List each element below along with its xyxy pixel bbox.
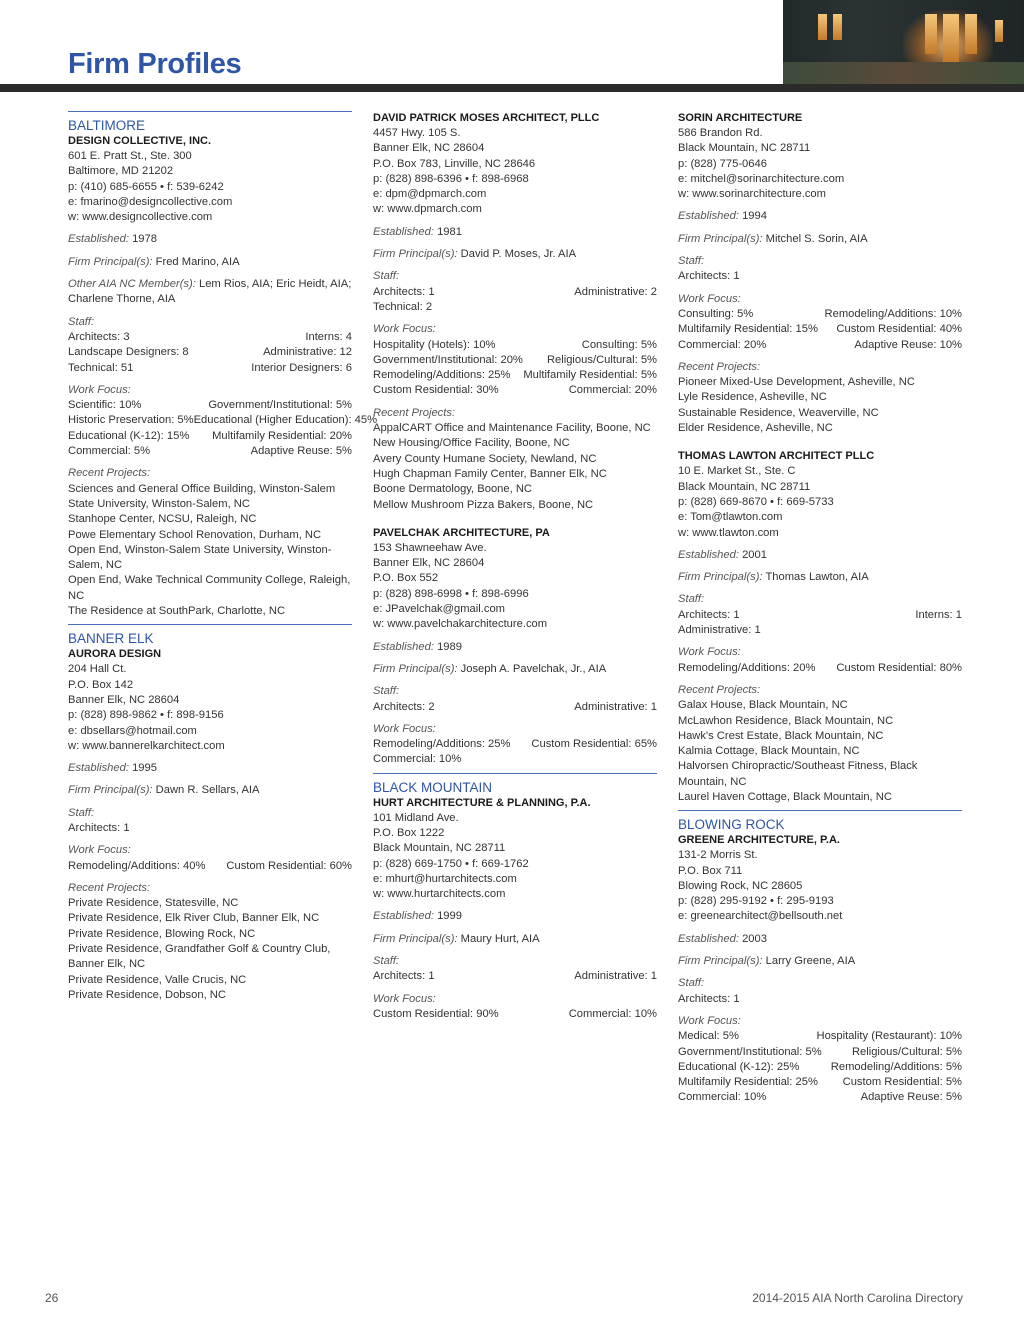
- staff-row: [68, 361, 352, 376]
- principals-label: Firm Principal(s):: [68, 255, 153, 268]
- established: [68, 761, 352, 776]
- staff-row: [678, 608, 962, 623]
- work-focus-row: [373, 737, 657, 752]
- project-item: Private Residence, Grandfather Golf & Country Club, Banner Elk, NC: [68, 943, 331, 971]
- address-line: 586 Brandon Rd.: [678, 127, 763, 139]
- firm-name: HURT ARCHITECTURE & PLANNING, P.A.: [373, 796, 591, 809]
- address-line: p: (828) 295-9192 • f: 295-9193: [678, 895, 834, 908]
- city-divider: [68, 111, 352, 112]
- work-focus-label: Work Focus:: [678, 646, 741, 659]
- project-item: AppalCART Office and Maintenance Facility, Boone, NC: [373, 422, 651, 435]
- project-item: Pioneer Mixed-Use Development, Asheville, NC: [678, 376, 915, 389]
- address-line: e: mhurt@hurtarchitects.com: [373, 872, 517, 885]
- work-focus-label: Work Focus:: [373, 722, 436, 735]
- work-focus-left: Commercial: 10%: [678, 1091, 767, 1104]
- project-item: McLawhon Residence, Black Mountain, NC: [678, 714, 894, 727]
- work-focus-right: Remodeling/Additions: 5%: [830, 1060, 962, 1073]
- firm-profile: [678, 449, 962, 805]
- project-item: Hawk's Crest Estate, Black Mountain, NC: [678, 729, 884, 742]
- address-line: e: JPavelchak@gmail.com: [373, 603, 505, 616]
- established-value: 1981: [437, 225, 462, 238]
- work-focus-row: [373, 383, 657, 398]
- city-divider: [68, 624, 352, 625]
- work-focus-row: [373, 353, 657, 368]
- directory-title: 2014-2015 AIA North Carolina Directory: [752, 1291, 963, 1305]
- work-focus-row: [678, 1075, 962, 1090]
- city-divider: [678, 810, 962, 811]
- work-focus-left: Scientific: 10%: [68, 399, 142, 412]
- work-focus-right: Hospitality (Restaurant): 10%: [816, 1030, 962, 1043]
- page-number: 26: [45, 1291, 59, 1305]
- principals-value: Maury Hurt, AIA: [460, 932, 540, 945]
- city-heading: BLACK MOUNTAIN: [373, 779, 493, 795]
- principals-value: Larry Greene, AIA: [765, 955, 856, 968]
- established-label: Established:: [678, 932, 739, 945]
- project-item: Sustainable Residence, Weaverville, NC: [678, 406, 879, 419]
- address-line: P.O. Box 1222: [373, 826, 445, 839]
- address-line: Black Mountain, NC 28711: [678, 480, 811, 493]
- staff-row: [373, 969, 657, 984]
- address-line: e: fmarino@designcollective.com: [68, 195, 233, 208]
- staff-left: Architects: 2: [373, 700, 435, 713]
- staff-row: [678, 623, 962, 638]
- address-line: P.O. Box 783, Linville, NC 28646: [373, 157, 536, 170]
- firm-name: PAVELCHAK ARCHITECTURE, PA: [373, 526, 550, 539]
- established: [678, 932, 962, 947]
- work-focus-right: Religious/Cultural: 5%: [546, 353, 657, 366]
- work-focus-right: Multifamily Residential: 20%: [212, 429, 352, 442]
- staff-row: [68, 345, 352, 360]
- principals: [373, 662, 657, 677]
- established-value: 1978: [132, 233, 157, 246]
- work-focus-left: Consulting: 5%: [678, 307, 754, 320]
- address-line: p: (410) 685-6655 • f: 539-6242: [68, 180, 224, 193]
- column-3: [678, 111, 962, 1111]
- city-heading: BALTIMORE: [68, 118, 146, 133]
- firm-profile: [373, 526, 657, 768]
- established: [68, 232, 352, 247]
- staff-label: Staff:: [678, 593, 705, 606]
- work-focus-left: Government/Institutional: 20%: [373, 353, 523, 366]
- project-item: Elder Residence, Asheville, NC: [678, 422, 833, 435]
- principals-value: Dawn R. Sellars, AIA: [155, 784, 260, 797]
- firm-name: AURORA DESIGN: [68, 648, 162, 661]
- work-focus-right: Educational (Higher Education): 45%: [193, 414, 378, 427]
- firm-profile: [678, 810, 962, 1105]
- staff-row: [68, 821, 352, 836]
- established-label: Established:: [373, 225, 434, 238]
- work-focus-row: [373, 1007, 657, 1022]
- address-line: e: greenearchitect@bellsouth.net: [678, 910, 843, 923]
- established-label: Established:: [68, 762, 129, 775]
- firm-name: DAVID PATRICK MOSES ARCHITECT, PLLC: [373, 112, 600, 124]
- address-line: p: (828) 898-9862 • f: 898-9156: [68, 709, 224, 722]
- address-line: 4457 Hwy. 105 S.: [373, 127, 461, 139]
- work-focus-left: Historic Preservation: 5%: [68, 414, 194, 427]
- address-line: p: (828) 898-6998 • f: 898-6996: [373, 587, 529, 600]
- work-focus-left: Medical: 5%: [678, 1030, 739, 1043]
- principals: [373, 932, 657, 947]
- work-focus-row: [678, 1060, 962, 1075]
- header-house-photo: [783, 0, 1024, 84]
- address-line: p: (828) 669-1750 • f: 669-1762: [373, 857, 529, 870]
- address-line: Banner Elk, NC 28604: [373, 142, 485, 155]
- work-focus-row: [68, 859, 352, 874]
- staff-right: Interior Designers: 6: [251, 361, 352, 374]
- work-focus-right: Adaptive Reuse: 5%: [250, 445, 352, 458]
- work-focus-row: [373, 338, 657, 353]
- principals: [68, 255, 352, 270]
- established-value: 1999: [437, 910, 462, 923]
- established-value: 2001: [742, 548, 767, 561]
- staff-right: Administrative: 1: [574, 970, 657, 983]
- work-focus-right: Custom Residential: 5%: [842, 1076, 962, 1089]
- recent-projects-label: Recent Projects:: [68, 881, 151, 894]
- firm-profile: [678, 111, 962, 436]
- work-focus-row: [373, 752, 657, 767]
- other-members-value: Lem Rios, AIA; Eric Heidt, AIA; Charlene Thorne, AIA: [68, 278, 352, 306]
- work-focus-label: Work Focus:: [68, 844, 131, 857]
- work-focus-left: Remodeling/Additions: 25%: [373, 738, 511, 751]
- established-label: Established:: [678, 210, 739, 223]
- work-focus-right: Religious/Cultural: 5%: [851, 1045, 962, 1058]
- firm-profile: [373, 773, 657, 1023]
- work-focus-left: Government/Institutional: 5%: [678, 1045, 822, 1058]
- work-focus-left: Hospitality (Hotels): 10%: [373, 338, 496, 351]
- principals-value: David P. Moses, Jr. AIA: [460, 248, 577, 261]
- address-line: p: (828) 669-8670 • f: 669-5733: [678, 495, 834, 508]
- column-2: [373, 111, 657, 1027]
- established: [373, 909, 657, 924]
- work-focus-left: Educational (K-12): 25%: [678, 1060, 800, 1073]
- work-focus-right: Consulting: 5%: [581, 338, 657, 351]
- staff-left: Architects: 1: [678, 992, 740, 1005]
- principals-value: Mitchel S. Sorin, AIA: [765, 232, 868, 245]
- project-item: Private Residence, Valle Crucis, NC: [68, 973, 247, 986]
- staff-right: Administrative: 12: [263, 346, 352, 359]
- project-item: Stanhope Center, NCSU, Raleigh, NC: [68, 513, 257, 526]
- project-item: Powe Elementary School Renovation, Durham, NC: [68, 528, 322, 541]
- staff-label: Staff:: [68, 806, 95, 819]
- work-focus-right: Adaptive Reuse: 5%: [860, 1091, 962, 1104]
- address-line: e: Tom@tlawton.com: [678, 511, 783, 524]
- principals-label: Firm Principal(s):: [68, 784, 153, 797]
- firm-profile: [373, 111, 657, 513]
- work-focus-row: [373, 368, 657, 383]
- address-line: 10 E. Market St., Ste. C: [678, 465, 796, 478]
- principals-value: Joseph A. Pavelchak, Jr., AIA: [460, 662, 607, 675]
- work-focus-left: Remodeling/Additions: 20%: [678, 661, 816, 674]
- staff-row: [68, 330, 352, 345]
- staff-label: Staff:: [373, 955, 400, 968]
- firm-name: DESIGN COLLECTIVE, INC.: [68, 135, 212, 147]
- staff-right: Administrative: 1: [574, 700, 657, 713]
- address-line: Black Mountain, NC 28711: [678, 142, 811, 155]
- work-focus-right: Adaptive Reuse: 10%: [854, 338, 962, 351]
- project-item: Private Residence, Dobson, NC: [68, 988, 226, 1001]
- established: [678, 209, 962, 224]
- work-focus-left: Commercial: 20%: [678, 338, 767, 351]
- recent-projects-label: Recent Projects:: [373, 406, 456, 419]
- address-line: 601 E. Pratt St., Ste. 300: [68, 150, 192, 162]
- project-item: Private Residence, Blowing Rock, NC: [68, 927, 256, 940]
- work-focus-left: Multifamily Residential: 15%: [678, 323, 818, 336]
- firm-name: SORIN ARCHITECTURE: [678, 112, 803, 124]
- principals: [678, 232, 962, 247]
- firm-name: GREENE ARCHITECTURE, P.A.: [678, 834, 840, 847]
- address-line: Banner Elk, NC 28604: [68, 693, 180, 706]
- project-item: Avery County Humane Society, Newland, NC: [373, 452, 597, 465]
- project-item: New Housing/Office Facility, Boone, NC: [373, 437, 570, 450]
- work-focus-left: Remodeling/Additions: 40%: [68, 859, 206, 872]
- staff-label: Staff:: [68, 315, 95, 328]
- other-members-label: Other AIA NC Member(s):: [68, 278, 196, 291]
- work-focus-right: Custom Residential: 65%: [531, 738, 657, 751]
- project-item: Boone Dermatology, Boone, NC: [373, 483, 532, 496]
- project-item: Sciences and General Office Building, Winston-Salem State University, Winston-Salem, NC: [68, 482, 336, 510]
- staff-left: Architects: 3: [68, 330, 130, 343]
- staff-left: Architects: 1: [678, 270, 740, 283]
- work-focus-row: [678, 661, 962, 676]
- staff-row: [373, 700, 657, 715]
- principals-value: Thomas Lawton, AIA: [765, 571, 869, 584]
- work-focus-row: [68, 444, 352, 459]
- address-line: P.O. Box 142: [68, 678, 134, 691]
- work-focus-row: [68, 429, 352, 444]
- recent-projects-label: Recent Projects:: [68, 467, 151, 480]
- work-focus-left: Commercial: 5%: [68, 445, 151, 458]
- work-focus-left: Remodeling/Additions: 25%: [373, 369, 511, 382]
- established-label: Established:: [678, 548, 739, 561]
- work-focus-label: Work Focus:: [678, 1014, 741, 1027]
- principals: [68, 783, 352, 798]
- project-item: Private Residence, Statesville, NC: [68, 897, 239, 910]
- work-focus-right: Commercial: 20%: [568, 384, 657, 397]
- address-line: e: mitchel@sorinarchitecture.com: [678, 172, 845, 185]
- address-line: w: www.designcollective.com: [68, 211, 213, 224]
- work-focus-row: [678, 1045, 962, 1060]
- recent-projects-label: Recent Projects:: [678, 360, 761, 373]
- address-line: w: www.dpmarch.com: [373, 203, 482, 216]
- project-item: Kalmia Cottage, Black Mountain, NC: [678, 745, 860, 758]
- work-focus-label: Work Focus:: [68, 383, 131, 396]
- work-focus-row: [678, 1029, 962, 1044]
- project-item: Halvorsen Chiropractic/Southeast Fitness, Black Mountain, NC: [678, 760, 918, 788]
- work-focus-left: Multifamily Residential: 25%: [678, 1076, 818, 1089]
- principals: [678, 954, 962, 969]
- recent-projects-label: Recent Projects:: [678, 683, 761, 696]
- work-focus-right: Remodeling/Additions: 10%: [824, 307, 962, 320]
- work-focus-right: Government/Institutional: 5%: [208, 399, 352, 412]
- address-line: 131-2 Morris St.: [678, 849, 758, 862]
- principals-value: Fred Marino, AIA: [155, 255, 240, 268]
- work-focus-left: Custom Residential: 90%: [373, 1007, 499, 1020]
- project-item: Private Residence, Elk River Club, Banner Elk, NC: [68, 912, 320, 925]
- staff-row: [678, 992, 962, 1007]
- principals: [373, 247, 657, 262]
- staff-right: Interns: 4: [305, 330, 352, 343]
- project-item: The Residence at SouthPark, Charlotte, NC: [68, 605, 286, 618]
- address-line: p: (828) 898-6396 • f: 898-6968: [373, 172, 529, 185]
- principals-label: Firm Principal(s):: [678, 571, 763, 584]
- staff-right: Administrative: 2: [574, 285, 657, 298]
- address-line: 204 Hall Ct.: [68, 663, 127, 676]
- established: [373, 640, 657, 655]
- staff-left: Technical: 51: [68, 361, 134, 374]
- staff-left: Administrative: 1: [678, 624, 761, 637]
- work-focus-right: Custom Residential: 80%: [836, 661, 962, 674]
- address-line: w: www.hurtarchitects.com: [373, 888, 506, 901]
- staff-left: Architects: 1: [373, 970, 435, 983]
- address-line: e: dbsellars@hotmail.com: [68, 724, 197, 737]
- staff-left: Technical: 2: [373, 300, 433, 313]
- principals-label: Firm Principal(s):: [678, 232, 763, 245]
- staff-row: [678, 269, 962, 284]
- principals-label: Firm Principal(s):: [373, 932, 458, 945]
- work-focus-label: Work Focus:: [373, 992, 436, 1005]
- work-focus-left: Custom Residential: 30%: [373, 384, 499, 397]
- staff-label: Staff:: [373, 270, 400, 283]
- work-focus-row: [678, 307, 962, 322]
- column-1: [68, 111, 378, 1008]
- address-line: Blowing Rock, NC 28605: [678, 879, 803, 892]
- established-label: Established:: [373, 640, 434, 653]
- established-value: 2003: [742, 932, 767, 945]
- address-line: 101 Midland Ave.: [373, 811, 459, 824]
- address-line: P.O. Box 711: [678, 864, 743, 877]
- staff-row: [373, 300, 657, 315]
- firm-name: THOMAS LAWTON ARCHITECT PLLC: [678, 450, 875, 463]
- project-item: Laurel Haven Cottage, Black Mountain, NC: [678, 790, 892, 803]
- staff-label: Staff:: [678, 977, 705, 990]
- work-focus-row: [678, 322, 962, 337]
- work-focus-row: [678, 338, 962, 353]
- work-focus-right: Custom Residential: 60%: [226, 859, 352, 872]
- established-label: Established:: [68, 233, 129, 246]
- work-focus-right: Custom Residential: 40%: [836, 323, 962, 336]
- project-item: Hugh Chapman Family Center, Banner Elk, NC: [373, 467, 607, 480]
- principals-label: Firm Principal(s):: [678, 955, 763, 968]
- address-line: P.O. Box 552: [373, 572, 439, 585]
- address-line: w: www.bannerelkarchitect.com: [68, 739, 225, 752]
- address-line: w: www.sorinarchitecture.com: [678, 188, 826, 201]
- city-heading: BLOWING ROCK: [678, 817, 785, 833]
- header-rule: [0, 84, 1024, 92]
- other-members: [68, 277, 352, 308]
- staff-left: Architects: 1: [373, 285, 435, 298]
- project-item: Lyle Residence, Asheville, NC: [678, 391, 827, 404]
- staff-right: Interns: 1: [915, 608, 962, 621]
- established-value: 1995: [132, 762, 157, 775]
- work-focus-right: Commercial: 10%: [568, 1007, 657, 1020]
- established-value: 1994: [742, 210, 767, 223]
- principals-label: Firm Principal(s):: [373, 248, 458, 261]
- project-item: Open End, Wake Technical Community College, Raleigh, NC: [68, 574, 351, 602]
- staff-left: Architects: 1: [68, 821, 130, 834]
- staff-left: Architects: 1: [678, 608, 740, 621]
- work-focus-row: [68, 413, 378, 428]
- work-focus-label: Work Focus:: [678, 292, 741, 305]
- address-line: w: www.tlawton.com: [678, 526, 779, 539]
- work-focus-left: Commercial: 10%: [373, 753, 462, 766]
- address-line: p: (828) 775-0646: [678, 157, 767, 170]
- city-divider: [373, 773, 657, 774]
- established-value: 1989: [437, 640, 462, 653]
- address-line: w: www.pavelchakarchitecture.com: [373, 618, 548, 631]
- work-focus-right: Multifamily Residential: 5%: [523, 369, 657, 382]
- project-item: Open End, Winston-Salem State University, Winston-Salem, NC: [68, 543, 332, 572]
- principals: [678, 570, 962, 585]
- address-line: Banner Elk, NC 28604: [373, 557, 485, 570]
- address-line: Black Mountain, NC 28711: [373, 842, 506, 855]
- staff-label: Staff:: [678, 255, 705, 268]
- established: [678, 548, 962, 563]
- staff-label: Staff:: [373, 685, 400, 698]
- work-focus-row: [68, 398, 352, 413]
- staff-row: [373, 285, 657, 300]
- address-line: e: dpm@dpmarch.com: [373, 188, 487, 201]
- established-label: Established:: [373, 910, 434, 923]
- address-line: Baltimore, MD 21202: [68, 165, 174, 178]
- project-item: Galax House, Black Mountain, NC: [678, 699, 848, 712]
- page-title: Firm Profiles: [68, 48, 242, 80]
- established: [373, 225, 657, 240]
- firm-profile: [68, 111, 378, 619]
- work-focus-label: Work Focus:: [373, 323, 436, 336]
- project-item: Mellow Mushroom Pizza Bakers, Boone, NC: [373, 498, 594, 511]
- work-focus-left: Educational (K-12): 15%: [68, 429, 190, 442]
- principals-label: Firm Principal(s):: [373, 662, 458, 675]
- work-focus-row: [678, 1090, 962, 1105]
- firm-profile: [68, 624, 352, 1003]
- staff-left: Landscape Designers: 8: [68, 346, 189, 359]
- address-line: 153 Shawneehaw Ave.: [373, 541, 487, 554]
- city-heading: BANNER ELK: [68, 631, 154, 647]
